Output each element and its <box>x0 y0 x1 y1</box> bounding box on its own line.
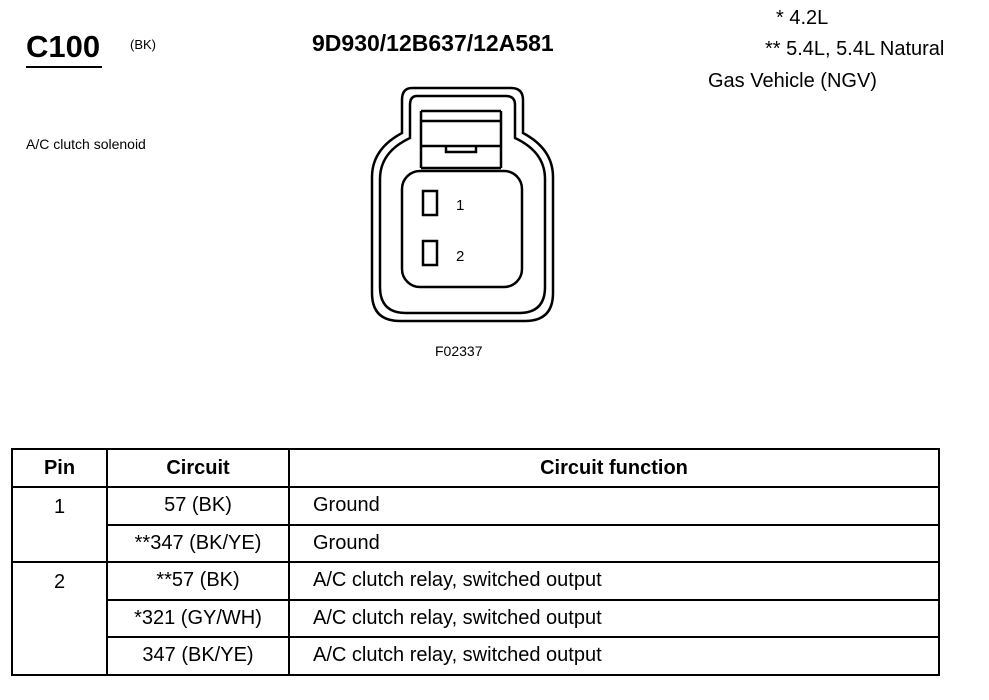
table-row <box>12 600 939 638</box>
connector-color-code: (BK) <box>130 37 156 52</box>
table-row <box>12 525 939 563</box>
table-header-row <box>12 449 939 487</box>
table-row <box>12 487 939 525</box>
connector-id: C100 <box>26 28 102 68</box>
circuit-cell: 347 (BK/YE) <box>107 637 289 675</box>
function-cell: Ground <box>289 487 939 525</box>
connector-latch <box>421 111 501 168</box>
table-row <box>12 637 939 675</box>
function-cell: A/C clutch relay, switched output <box>289 562 939 600</box>
pin-cell: 1 <box>12 487 107 562</box>
note-engine-5-4l-cont: Gas Vehicle (NGV) <box>708 70 877 92</box>
function-cell: A/C clutch relay, switched output <box>289 600 939 638</box>
note-engine-5-4l: ** 5.4L, 5.4L Natural <box>765 38 945 60</box>
terminal-1 <box>423 191 437 215</box>
header-circuit-function: Circuit function <box>289 449 939 487</box>
function-cell: Ground <box>289 525 939 563</box>
pin-label-2: 2 <box>456 248 465 265</box>
header-circuit: Circuit <box>107 449 289 487</box>
table-row <box>12 562 939 600</box>
pin-label-1: 1 <box>456 197 465 214</box>
terminal-2 <box>423 241 437 265</box>
pin-cell: 2 <box>12 562 107 675</box>
function-cell: A/C clutch relay, switched output <box>289 637 939 675</box>
part-number: 9D930/12B637/12A581 <box>312 30 554 56</box>
component-name: A/C clutch solenoid <box>26 136 146 152</box>
circuit-cell: 57 (BK) <box>107 487 289 525</box>
connector-face <box>402 171 522 287</box>
connector-latch-tab <box>421 146 501 152</box>
figure-id: F02337 <box>435 343 483 359</box>
header-pin: Pin <box>12 449 107 487</box>
circuit-cell: *321 (GY/WH) <box>107 600 289 638</box>
pinout-table <box>11 448 940 676</box>
connector-face-diagram <box>366 85 566 330</box>
note-engine-4-2l: * 4.2L <box>776 7 829 29</box>
circuit-cell: **347 (BK/YE) <box>107 525 289 563</box>
circuit-cell: **57 (BK) <box>107 562 289 600</box>
